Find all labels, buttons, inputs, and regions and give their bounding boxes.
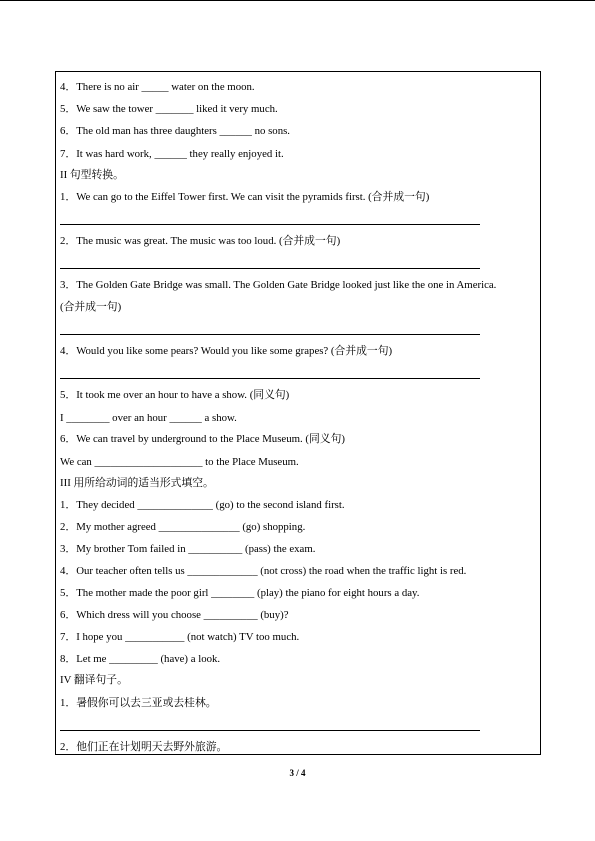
answer-line	[60, 378, 480, 379]
exercise-line: 3．My brother Tom failed in __________ (pass) the exam.	[60, 543, 316, 555]
page-top-rule	[0, 0, 595, 1]
page-number: 3 / 4	[289, 768, 306, 778]
exercise-line: 4．There is no air _____ water on the moon.	[60, 81, 255, 93]
exercise-line: 1．暑假你可以去三亚或去桂林。	[60, 697, 217, 709]
exercise-line: 6．The old man has three daughters ______ no sons.	[60, 125, 290, 137]
exercise-line: 1．They decided ______________ (go) to the second island first.	[60, 499, 345, 511]
answer-line	[60, 268, 480, 269]
exercise-line: 8．Let me _________ (have) a look.	[60, 653, 221, 665]
answer-line	[60, 730, 480, 731]
exercise-line: 5．It took me over an hour to have a show. (同义句)	[60, 389, 290, 401]
exercise-line: 6．We can travel by underground to the Place Museum. (同义句)	[60, 433, 345, 445]
exercise-line: 5．We saw the tower _______ liked it very much.	[60, 103, 278, 115]
exercise-line: 4．Would you like some pears? Would you like some grapes? (合并成一句)	[60, 345, 393, 357]
exercise-line: 2．他们正在计划明天去野外旅游。	[60, 741, 228, 753]
exercise-line: (合并成一句)	[60, 301, 122, 313]
answer-line	[60, 224, 480, 225]
exercise-line: 4．Our teacher often tells us _____________ (not cross) the road when the traffic light is red.	[60, 565, 467, 577]
section-heading: IV 翻译句子。	[60, 674, 128, 686]
exercise-line: 2．My mother agreed _______________ (go) shopping.	[60, 521, 306, 533]
exercise-line: I ________ over an hour ______ a show.	[60, 412, 237, 424]
section-heading: III 用所给动词的适当形式填空。	[60, 477, 214, 489]
exercise-line: 7．It was hard work, ______ they really enjoyed it.	[60, 148, 284, 160]
exercise-line: 3．The Golden Gate Bridge was small. The Golden Gate Bridge looked just like the one in America.	[60, 279, 497, 291]
exercise-line: 7．I hope you ___________ (not watch) TV too much.	[60, 631, 300, 643]
section-heading: II 句型转换。	[60, 169, 124, 181]
exercise-line: 1．We can go to the Eiffel Tower first. We can visit the pyramids first. (合并成一句)	[60, 191, 430, 203]
exercise-line: 5．The mother made the poor girl ________ (play) the piano for eight hours a day.	[60, 587, 420, 599]
exercise-line: 2．The music was great. The music was too loud. (合并成一句)	[60, 235, 341, 247]
exercise-line: 6．Which dress will you choose __________ (buy)?	[60, 609, 289, 621]
exercise-line: We can ____________________ to the Place Museum.	[60, 456, 299, 468]
answer-line	[60, 334, 480, 335]
